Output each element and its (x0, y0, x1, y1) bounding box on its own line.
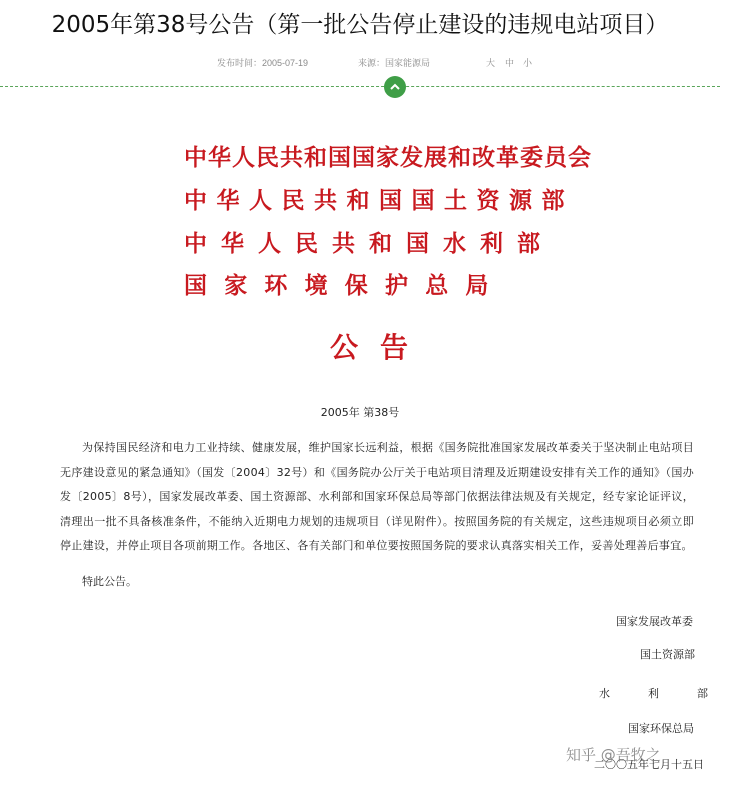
issuer-ndrc: 中华人民共和国国家发展和改革委员会 (184, 144, 592, 171)
document-body: 为保持国民经济和电力工业持续、健康发展，维护国家长远利益，根据《国务院批准国家发展改革委关于坚决制止电站项目无序建设意见的紧急通知》（国发〔2004〕32号）和《国务院办公厅关于电站项目清理及近期建设安排有关工作的通知》（国办发〔2005〕8号），国家发展改革委、国土资源部、水利部和国家环保总局等部门依据法律法规及有关规定，经专家论证评议，清理出一批不具备核准条件，不能纳入近期电力规划的违规项目（详见附件）。按照国务院的有关规定，这些违规项目必须立即停止建设，并停止项目各项前期工作。各地区、各有关部门和单位要按照国务院的要求认真落实相关工作，妥善处理善后事宜。 (60, 441, 694, 553)
font-size-medium[interactable]: 中 (505, 58, 515, 68)
issuer-land-resources: 中华人民共和国国土资源部 (184, 187, 574, 214)
divider (0, 86, 720, 87)
publish-date: 发布时间：2005-07-19 (217, 58, 309, 68)
article-title: 2005年第38号公告（第一批公告停止建设的违规电站项目） (51, 12, 669, 38)
font-size-small[interactable]: 小 (523, 58, 533, 68)
signature-land-resources: 国土资源部 (640, 648, 695, 661)
signature-environment: 国家环保总局 (628, 722, 694, 735)
issuer-water-resources: 中华人民共和国水利部 (184, 230, 554, 257)
document-date: 二〇〇五年七月十五日 (594, 758, 704, 771)
signature-water-resources: 水利部 (599, 687, 746, 700)
signature-ndrc: 国家发展改革委 (616, 615, 693, 628)
document-heading: 公告 (330, 331, 431, 364)
document-number: 2005年 第38号 (320, 406, 400, 419)
issuer-environment: 国家环境保护总局 (184, 272, 506, 299)
watermark: 知乎 @吾牧之 (566, 746, 661, 764)
chevron-up-icon[interactable] (384, 76, 406, 98)
special-notice: 特此公告。 (82, 575, 137, 588)
source-label: 来源：国家能源局 (358, 58, 431, 68)
font-size-large[interactable]: 大 (486, 58, 496, 68)
